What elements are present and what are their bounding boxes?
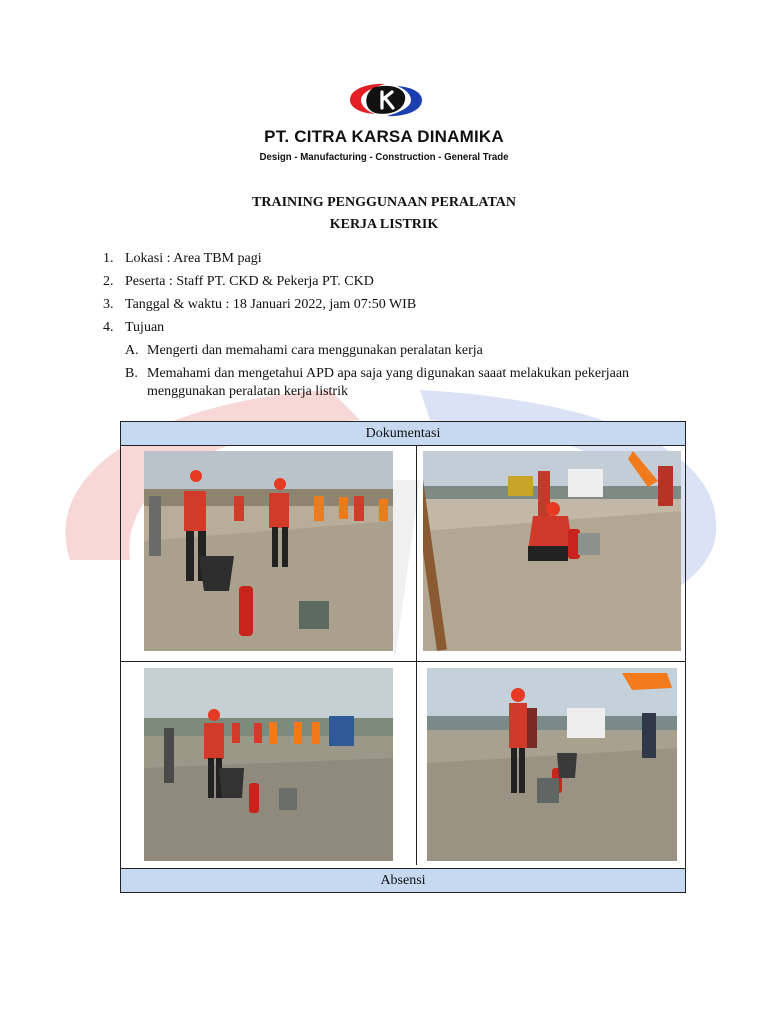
list-item-objective (103, 319, 165, 342)
table-footer-absensi: Absensi (121, 868, 685, 892)
photo-worker-standing-demo (427, 668, 677, 861)
title-line-1: TRAINING PENGGUNAAN PERALATAN (252, 195, 516, 210)
photo-group-training-circle (144, 451, 393, 651)
list-item-datetime (103, 296, 417, 319)
document-title (0, 192, 768, 236)
objective-letter: B. (125, 366, 138, 381)
company-name: PT. CITRA KARSA DINAMIKA (264, 127, 504, 146)
documentation-table (120, 421, 686, 893)
objective-text: Mengerti dan memahami cara menggunakan peralatan kerja (147, 343, 483, 358)
table-divider-horizontal (121, 661, 685, 662)
company-logo (345, 80, 427, 120)
list-number: 4. (103, 320, 114, 335)
list-text: Lokasi : Area TBM pagi (125, 251, 262, 266)
list-item-participants (103, 273, 374, 296)
photo-group-wide-view (144, 668, 393, 861)
photo-worker-kneeling-demo (423, 451, 681, 651)
table-header-dokumentasi: Dokumentasi (121, 422, 685, 446)
objective-text: Memahami dan mengetahui APD apa saja yang digunakan saaat melakukan pekerjaan menggunakan peralatan kerja listrik (147, 366, 630, 399)
list-number: 1. (103, 251, 114, 266)
list-item-location (103, 250, 262, 273)
objective-letter: A. (125, 343, 139, 358)
company-tagline: Design - Manufacturing - Construction - General Trade (259, 151, 509, 163)
list-number: 2. (103, 274, 114, 289)
detail-list (103, 250, 630, 399)
list-number: 3. (103, 297, 114, 312)
list-text: Peserta : Staff PT. CKD & Pekerja PT. CKD (125, 274, 374, 289)
list-text: Tanggal & waktu : 18 Januari 2022, jam 07:50 WIB (125, 297, 417, 312)
table-divider-vertical (416, 445, 417, 865)
title-line-2: KERJA LISTRIK (329, 217, 439, 232)
list-text: Tujuan (125, 320, 165, 335)
